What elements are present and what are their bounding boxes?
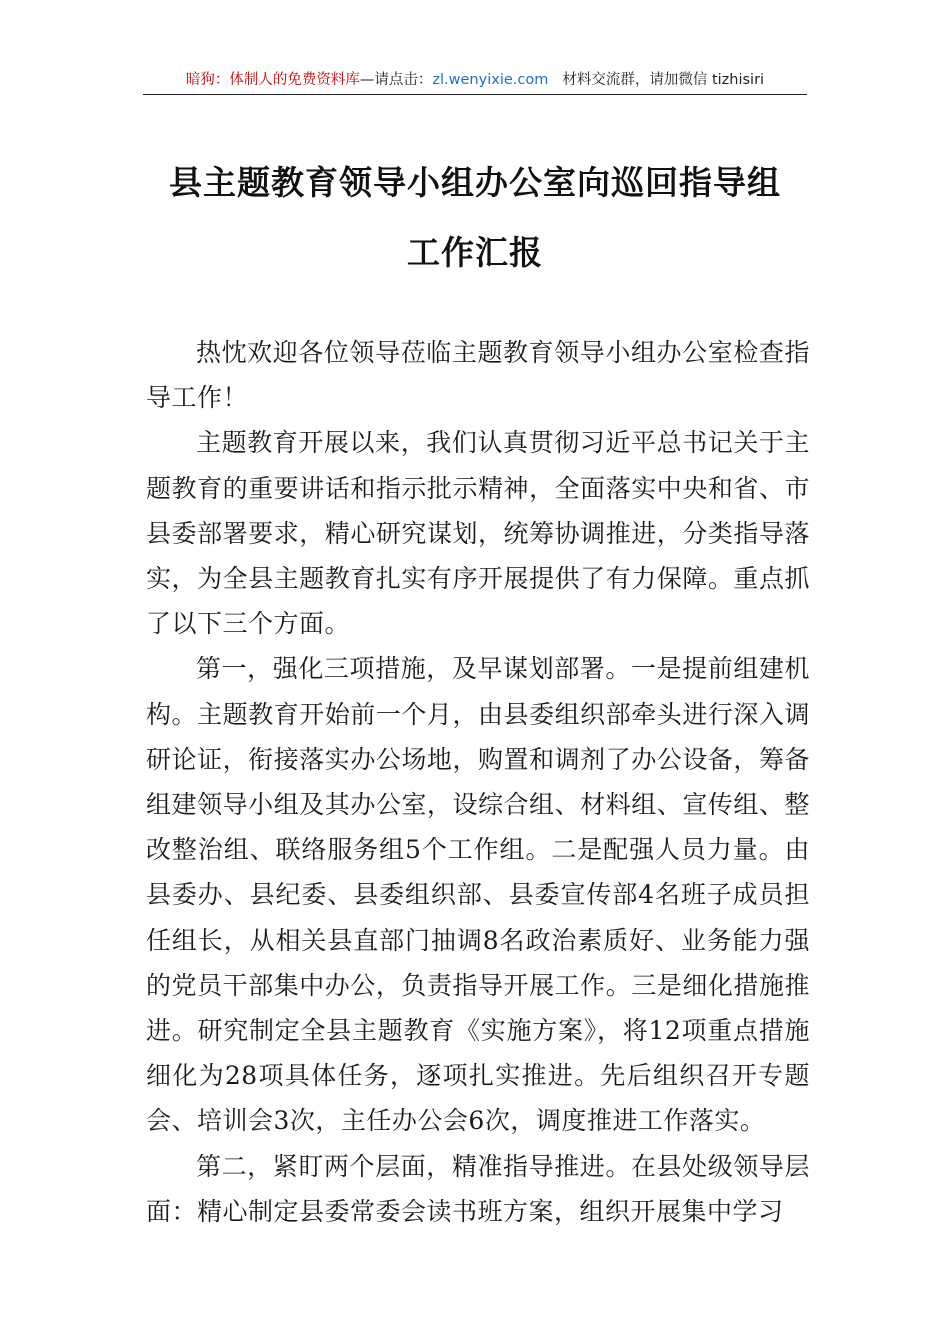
document-title-line-2: 工作汇报 (407, 233, 543, 272)
header-brand: 暗狗：体制人的免费资料库 (185, 72, 360, 88)
document-title-line-1: 县主题教育领导小组办公室向巡回指导组 (169, 163, 781, 202)
document-body (146, 330, 810, 1234)
page-header (143, 66, 807, 95)
header-group-text: 材料交流群，请加微信 tizhisiri (562, 72, 765, 88)
paragraph-first-measures: 第一，强化三项措施，及早谋划部署。一是提前组建机构。主题教育开始前一个月，由县委组织部牵头进行深入调研论证，衔接落实办公场地，购置和调剂了办公设备，筹备组建领导小组及其办公室，设综合组、材料组、宣传组、整改整治组、联络服务组5个工作组。二是配强人员力量。由县委办、县纪委、县委组织部、县委宣传部4名班子成员担任组长，从相关县直部门抽调8名政治素质好、业务能力强的党员干部集中办公，负责指导开展工作。三是细化措施推进。研究制定全县主题教育《实施方案》，将12项重点措施细化为28项具体任务，逐项扎实推进。先后组织召开专题会、培训会3次，主任办公会6次，调度推进工作落实。 (146, 654, 810, 1136)
header-click-text: —请点击： (359, 72, 433, 88)
paragraph-second-levels: 第二，紧盯两个层面，精准指导推进。在县处级领导层面：精心制定县委常委会读书班方案，组织开展集中学习 (146, 1151, 810, 1226)
paragraph-overview: 主题教育开展以来，我们认真贯彻习近平总书记关于主题教育的重要讲话和指示批示精神，全面落实中央和省、市县委部署要求，精心研究谋划，统筹协调推进，分类指导落实，为全县主题教育扎实有序开展提供了有力保障。重点抓了以下三个方面。 (146, 428, 810, 639)
paragraph-welcome: 热忱欢迎各位领导莅临主题教育领导小组办公室检查指导工作！ (146, 338, 810, 413)
header-site-link[interactable]: zl.wenyixie.com (432, 72, 549, 88)
